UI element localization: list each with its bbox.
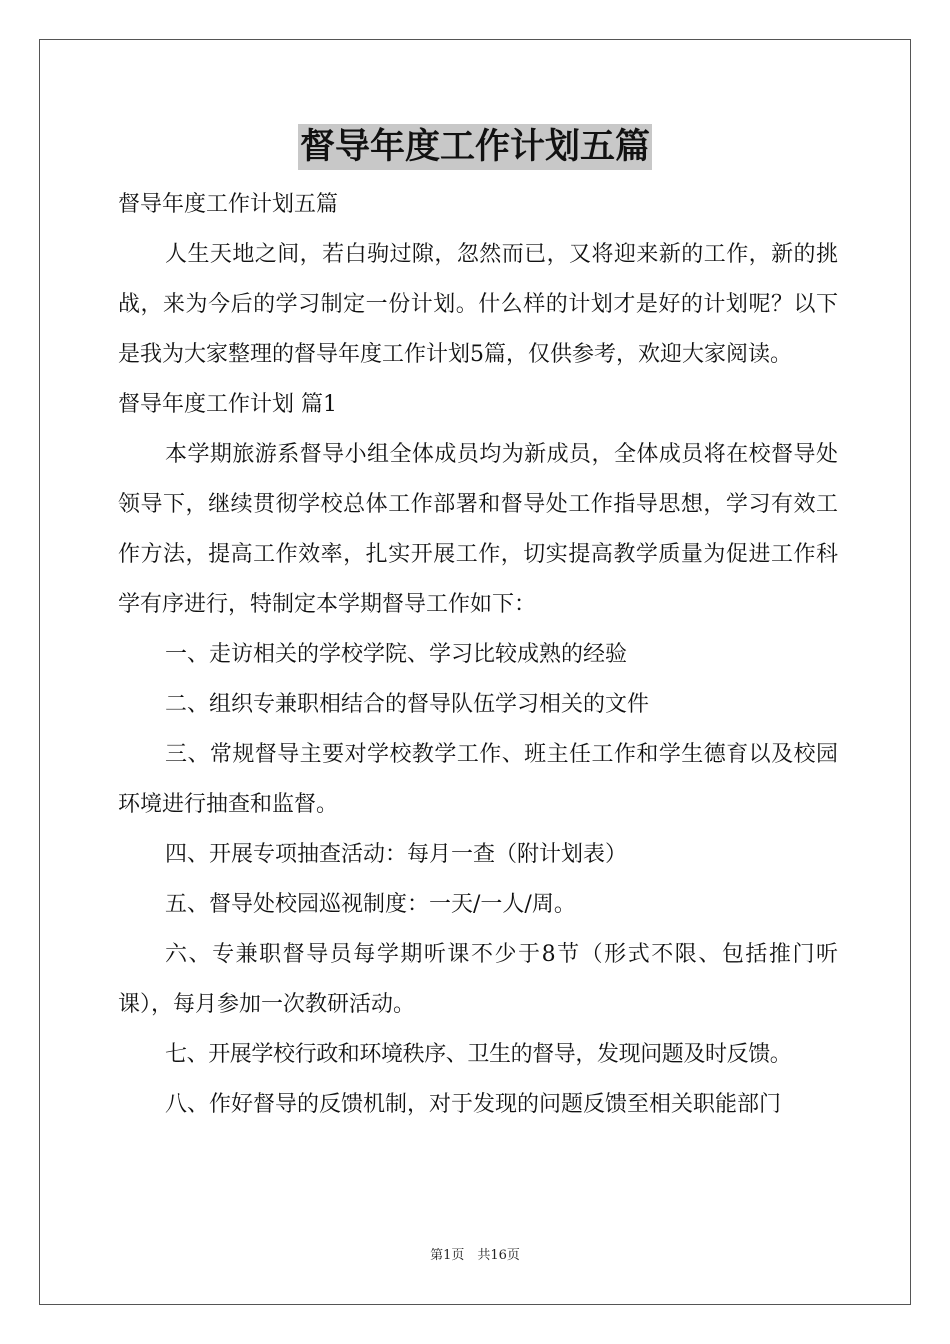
title-container bbox=[0, 124, 950, 170]
list-item-7: 七、开展学校行政和环境秩序、卫生的督导，发现问题及时反馈。 bbox=[165, 1042, 792, 1067]
document-body bbox=[118, 180, 838, 1130]
document-title: 督导年度工作计划五篇 bbox=[298, 124, 652, 170]
list-item-5: 五、督导处校园巡视制度：一天/一人/周。 bbox=[165, 892, 576, 917]
list-item-1: 一、走访相关的学校学院、学习比较成熟的经验 bbox=[165, 642, 628, 667]
page-number-label: 第1页 共16页 bbox=[430, 1248, 520, 1263]
list-item-4: 四、开展专项抽查活动：每月一查（附计划表） bbox=[165, 842, 628, 867]
page-footer bbox=[0, 1247, 950, 1265]
document-subtitle: 督导年度工作计划五篇 bbox=[118, 192, 339, 217]
intro-paragraph: 人生天地之间，若白驹过隙，忽然而已，又将迎来新的工作，新的挑战，来为今后的学习制定一份计划。什么样的计划才是好的计划呢？以下是我为大家整理的督导年度工作计划5篇，仅供参考，欢迎大家阅读。 bbox=[118, 242, 838, 367]
list-item-3: 三、常规督导主要对学校教学工作、班主任工作和学生德育以及校园环境进行抽查和监督。 bbox=[118, 742, 838, 817]
section-heading: 督导年度工作计划 篇1 bbox=[118, 392, 337, 417]
list-item-2: 二、组织专兼职相结合的督导队伍学习相关的文件 bbox=[165, 692, 650, 717]
section-intro-paragraph: 本学期旅游系督导小组全体成员均为新成员，全体成员将在校督导处领导下，继续贯彻学校总体工作部署和督导处工作指导思想，学习有效工作方法，提高工作效率，扎实开展工作，切实提高教学质量为促进工作科学有序进行，特制定本学期督导工作如下： bbox=[118, 442, 838, 617]
list-item-6: 六、专兼职督导员每学期听课不少于8节（形式不限、包括推门听课），每月参加一次教研活动。 bbox=[118, 942, 838, 1017]
list-item-8: 八、作好督导的反馈机制，对于发现的问题反馈至相关职能部门 bbox=[165, 1092, 782, 1117]
